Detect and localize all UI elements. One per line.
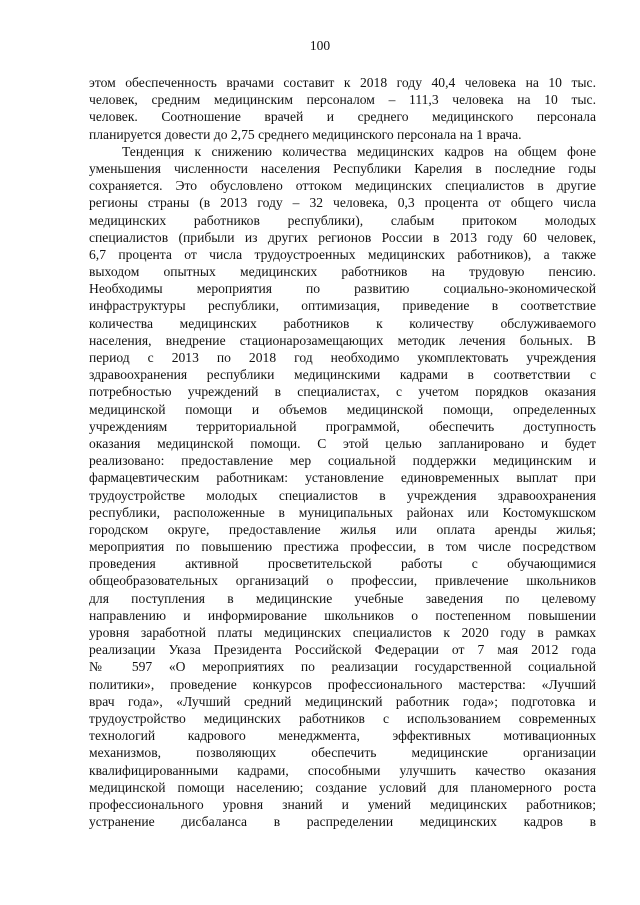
text-line: проведения активной просветительской работы с обучающимися [89, 556, 596, 572]
text-line: оказания медицинской помощи. С этой целью запланировано и будет [89, 435, 596, 451]
text-line: медицинской помощи населению; создание условий для планомерного роста [89, 779, 596, 795]
text-line: механизмов, позволяющих обеспечить медицинские организации [89, 745, 596, 761]
body-text [89, 74, 596, 830]
text-line: учреждениям территориальной программой, обеспечить доступность [89, 418, 596, 434]
text-line: уровня заработной платы медицинских специалистов к 2020 году в рамках [89, 625, 596, 640]
text-line: уменьшения численности населения Республики Карелия в последние годы [89, 160, 596, 176]
text-line: населения, внедрение стационарозамещающих методик лечения больных. В [89, 332, 596, 348]
text-line: городском округе, предоставление жилья или оплата аренды жилья; [89, 521, 596, 537]
text-line: специалистов (прибыли из других регионов России в 2013 году 60 человек, [89, 229, 596, 245]
text-line: этом обеспеченность врачами составит к 2018 году 40,4 человека на 10 тыс. [89, 75, 596, 90]
text-line: количества медицинских работников к количеству обслуживаемого [89, 315, 596, 331]
text-line: технологий кадрового менеджмента, эффективных мотивационных [89, 728, 596, 744]
text-line: профессионального уровня знаний и умений медицинских работников; [89, 796, 596, 812]
text-line: человек. Соотношение врачей и среднего медицинского персонала [89, 109, 596, 125]
text-line: регионы страны (в 2013 году – 32 человека, 0,3 процента от общего числа [89, 195, 596, 211]
text-line: трудоустройство медицинских работников с использованием современных [89, 710, 596, 726]
text-line: реализовано: предоставление мер социальной поддержки медицинским и [89, 453, 596, 469]
text-line: трудоустройстве молодых специалистов в учреждения здравоохранения [89, 487, 596, 503]
text-line: здравоохранения республики медицинскими кадрами в соответствии с [89, 367, 596, 383]
text-line: № 597 «О мероприятиях по реализации государственной социальной [89, 659, 596, 675]
text-line: политики», проведение конкурсов профессионального мастерства: «Лучший [89, 676, 596, 692]
text-line: выходом опытных медицинских работников на трудовую пенсию. [89, 264, 596, 280]
text-line: человек, средним медицинским персоналом – 111,3 человека на 10 тыс. [89, 92, 596, 108]
text-line: планируется довести до 2,75 среднего медицинского персонала на 1 врача. [89, 126, 522, 142]
text-line: для поступления в медицинские учебные заведения по целевому [89, 590, 596, 606]
text-line: направлению и информирование школьников о постепенном повышении [89, 607, 596, 623]
text-line: 6,7 процента от числа трудоустроенных медицинских работников), а также [89, 246, 596, 262]
text-line: сохраняется. Это обусловлено оттоком медицинских специалистов в другие [89, 178, 596, 194]
text-line: потребностью учреждений в специалистах, с учетом порядков оказания [89, 384, 596, 400]
text-line: реализации Указа Президента Российской Федерации от 7 мая 2012 года [89, 642, 596, 658]
text-line: Тенденция к снижению количества медицинских кадров на общем фоне [122, 143, 596, 159]
text-line: устранение дисбаланса в распределении медицинских кадров в [89, 814, 596, 830]
text-line: Необходимы мероприятия по развитию социально-экономической [89, 281, 596, 297]
text-line: республики, расположенные в муниципальных районах или Костомукшском [89, 504, 596, 520]
text-line: инфраструктуры республики, оптимизация, приведение в соответствие [89, 298, 596, 314]
text-line: медицинской помощи и объемов медицинской помощи, определенных [89, 401, 596, 417]
text-line: квалифицированными кадрами, способными улучшить качество оказания [89, 762, 596, 778]
text-line: медицинских работников республики), слабым притоком молодых [89, 212, 596, 228]
text-line: мероприятия по повышению престижа профессии, в том числе посредством [89, 539, 596, 555]
text-line: период с 2013 по 2018 год необходимо укомплектовать учреждения [89, 350, 596, 365]
page-number: 100 [309, 38, 331, 53]
text-line: общеобразовательных организаций о профессии, привлечение школьников [89, 573, 596, 589]
text-line: врач года», «Лучший средний медицинский работник года»; подготовка и [89, 693, 596, 709]
text-line: фармацевтическим работникам: установление единовременных выплат при [89, 470, 596, 486]
